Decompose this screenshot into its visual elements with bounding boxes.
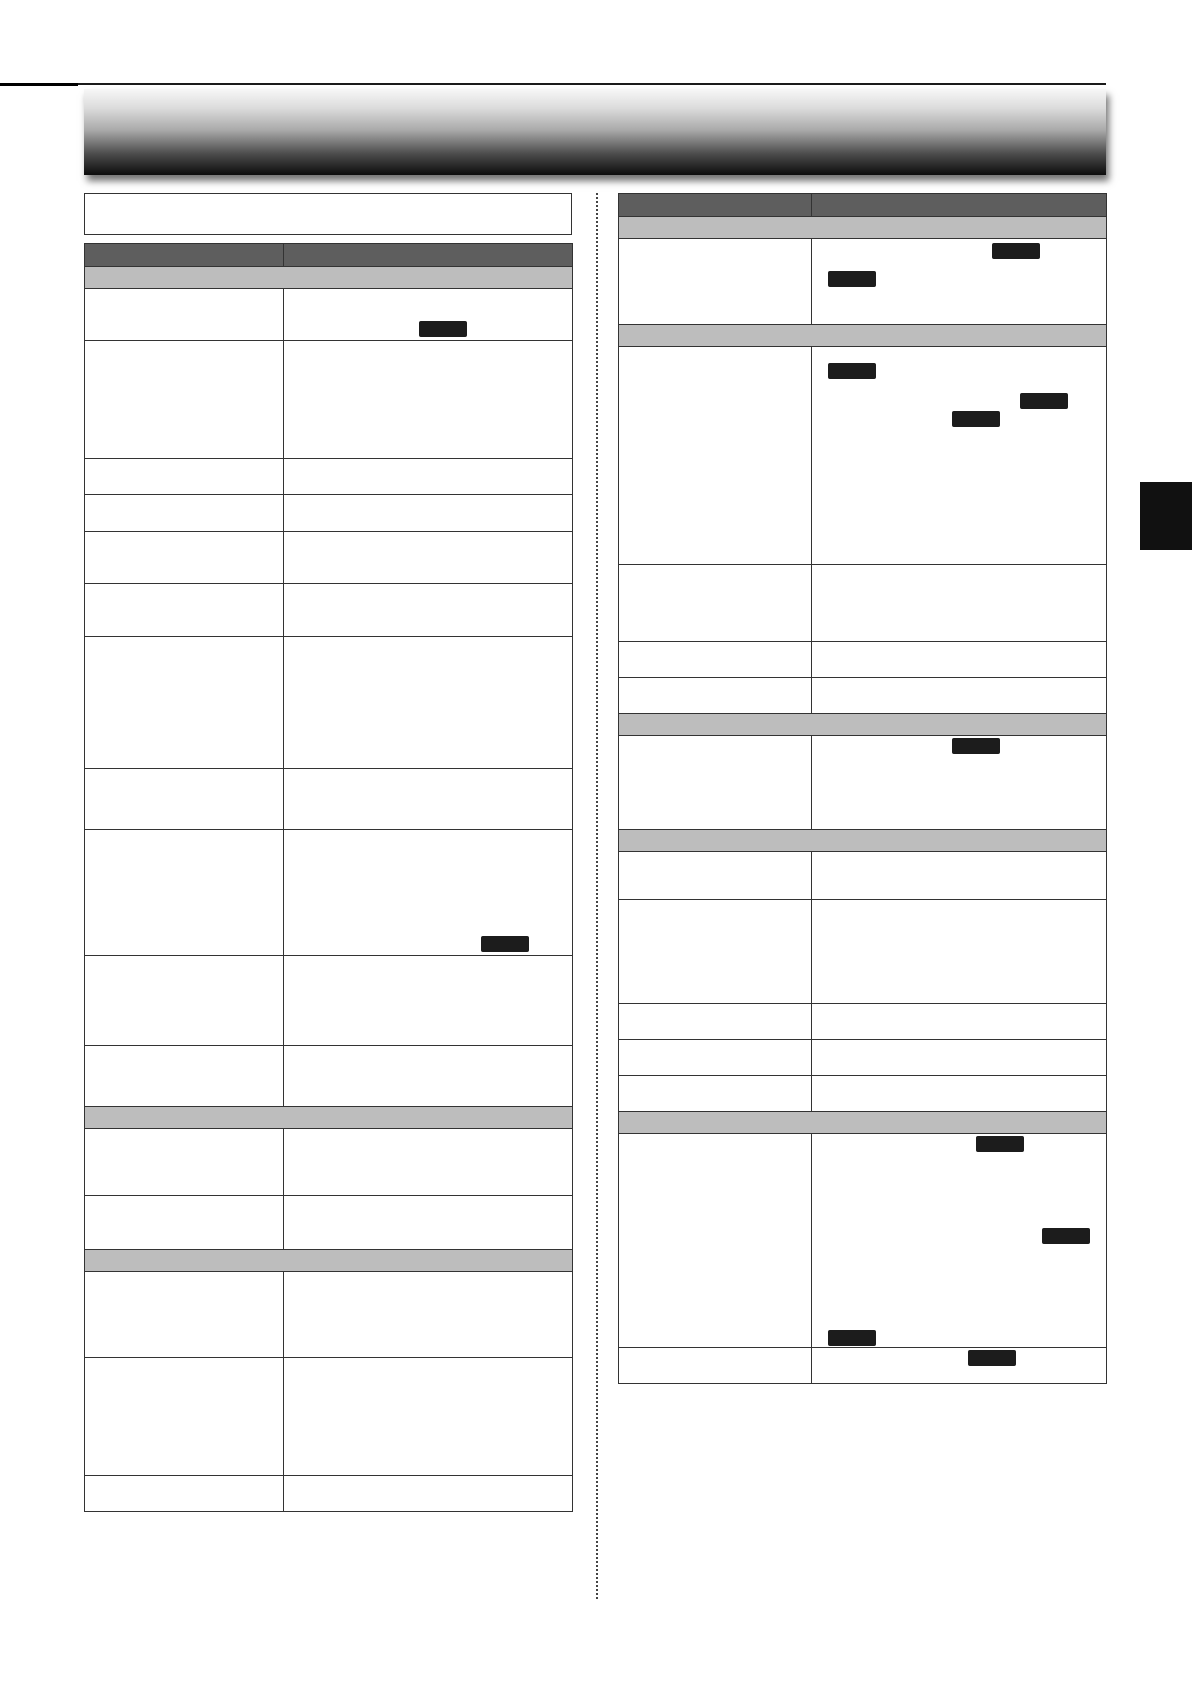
table-row [619, 347, 1107, 565]
reference-badge [952, 411, 1000, 427]
reference-badge [828, 363, 876, 379]
column-header-item [85, 244, 284, 267]
reference-badge [968, 1350, 1016, 1366]
table-row [619, 642, 1107, 678]
table-row [85, 769, 573, 830]
table-row [619, 1348, 1107, 1384]
table-row [85, 495, 573, 532]
reference-badge [952, 738, 1000, 754]
section-row [619, 714, 1107, 736]
table-row [85, 341, 573, 459]
table-row [619, 239, 1107, 325]
table-row [85, 1358, 573, 1476]
table-row [85, 956, 573, 1046]
table-header [619, 194, 1107, 217]
table-row [85, 1476, 573, 1512]
table-row [619, 1134, 1107, 1348]
table-row [85, 289, 573, 341]
table-row [619, 678, 1107, 714]
left-spec-table [84, 243, 573, 1512]
table-row [619, 565, 1107, 642]
reference-badge [1042, 1228, 1090, 1244]
column-divider [596, 193, 598, 1599]
table-row [619, 900, 1107, 1004]
table-row [619, 852, 1107, 900]
top-rule [0, 83, 1106, 85]
table-row [85, 830, 573, 956]
column-header-description [284, 244, 573, 267]
section-row [619, 830, 1107, 852]
section-row [619, 217, 1107, 239]
reference-badge [1020, 393, 1068, 409]
section-row [85, 1107, 573, 1129]
note-box [84, 193, 572, 235]
table-row [85, 1272, 573, 1358]
section-row [85, 267, 573, 289]
table-row [85, 1046, 573, 1107]
table-row [619, 1040, 1107, 1076]
table-row [85, 1129, 573, 1196]
table-row [619, 1004, 1107, 1040]
table-row [85, 584, 573, 637]
reference-badge [419, 321, 467, 337]
table-row [619, 736, 1107, 830]
table-row [85, 1196, 573, 1250]
column-header-description [812, 194, 1107, 217]
reference-badge [828, 1330, 876, 1346]
reference-badge [828, 271, 876, 287]
reference-badge [481, 936, 529, 952]
reference-badge [976, 1136, 1024, 1152]
header-banner [84, 89, 1106, 175]
top-rule-accent [0, 83, 78, 86]
table-row [85, 637, 573, 769]
section-row [619, 1112, 1107, 1134]
reference-badge [992, 243, 1040, 259]
section-row [85, 1250, 573, 1272]
section-row [619, 325, 1107, 347]
table-header [85, 244, 573, 267]
table-row [85, 532, 573, 584]
right-spec-table [618, 193, 1107, 1384]
column-header-item [619, 194, 812, 217]
table-row [85, 459, 573, 495]
chapter-tab [1140, 482, 1192, 550]
table-row [619, 1076, 1107, 1112]
